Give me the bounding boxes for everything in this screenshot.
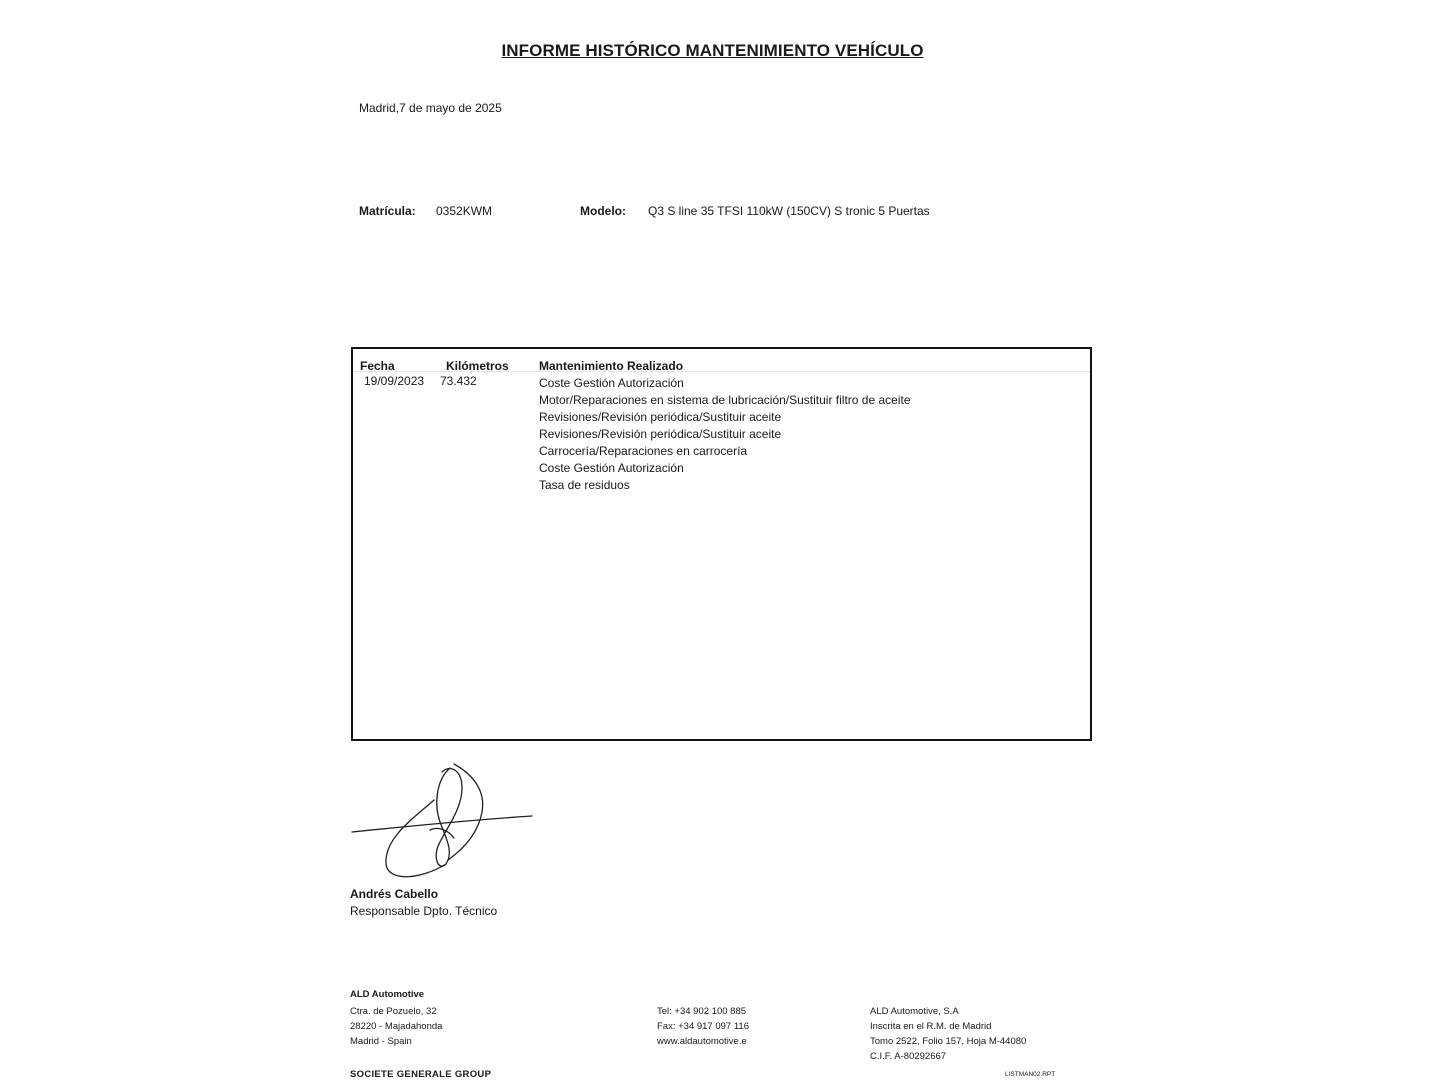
footer-address-line: Madrid - Spain — [350, 1036, 412, 1047]
page-title: INFORME HISTÓRICO MANTENIMIENTO VEHÍCULO — [501, 41, 924, 60]
footer-contact-phone: Tel: +34 902 100 885 — [657, 1006, 747, 1017]
plate-label: Matrícula: — [359, 204, 416, 218]
row-date: 19/09/2023 — [364, 374, 425, 388]
col-header-km: Kilómetros — [446, 359, 509, 373]
model-value: Q3 S line 35 TFSI 110kW (150CV) S tronic 5 Puertas — [648, 204, 930, 218]
signatory-name: Andrés Cabello — [350, 887, 439, 901]
signatory-role: Responsable Dpto. Técnico — [350, 904, 498, 918]
row-km: 73.432 — [440, 374, 477, 388]
footer-address-line: Ctra. de Pozuelo, 32 — [350, 1006, 437, 1017]
list-item: Revisiones/Revisión periódica/Sustituir aceite — [539, 410, 782, 424]
footer-legal-line: Tomo 2522, Folio 157, Hoja M-44080 — [870, 1036, 1027, 1047]
footer-contact-web: www.aldautomotive.e — [657, 1036, 747, 1047]
footer-contact-fax: Fax: +34 917 097 116 — [657, 1021, 749, 1032]
footer-legal-line: ALD Automotive, S.A — [870, 1006, 959, 1017]
plate-value: 0352KWM — [436, 204, 493, 218]
col-header-date: Fecha — [360, 359, 395, 373]
list-item: Carrocería/Reparaciones en carrocería — [539, 444, 748, 458]
list-item: Tasa de residuos — [539, 478, 630, 492]
signature — [350, 760, 540, 885]
list-item: Coste Gestión Autorización — [539, 461, 684, 475]
maintenance-table — [351, 347, 1092, 741]
model-label: Modelo: — [580, 204, 626, 218]
footer-company: ALD Automotive — [350, 989, 425, 1000]
place-date: Madrid,7 de mayo de 2025 — [359, 101, 502, 115]
footer-legal-line: C.I.F. A-80292667 — [870, 1051, 947, 1062]
list-item: Coste Gestión Autorización — [539, 376, 684, 390]
footer-group: SOCIETE GENERALE GROUP — [350, 1069, 492, 1080]
list-item: Motor/Reparaciones en sistema de lubricación/Sustituir filtro de aceite — [539, 393, 911, 407]
footer-address-line: 28220 - Majadahonda — [350, 1021, 443, 1032]
col-header-work: Mantenimiento Realizado — [539, 359, 684, 373]
list-item: Revisiones/Revisión periódica/Sustituir aceite — [539, 427, 782, 441]
footer-legal-line: Inscrita en el R.M. de Madrid — [870, 1021, 992, 1032]
maintenance-items — [539, 375, 911, 494]
report-code: LISTMAN02.RPT — [1005, 1071, 1056, 1078]
